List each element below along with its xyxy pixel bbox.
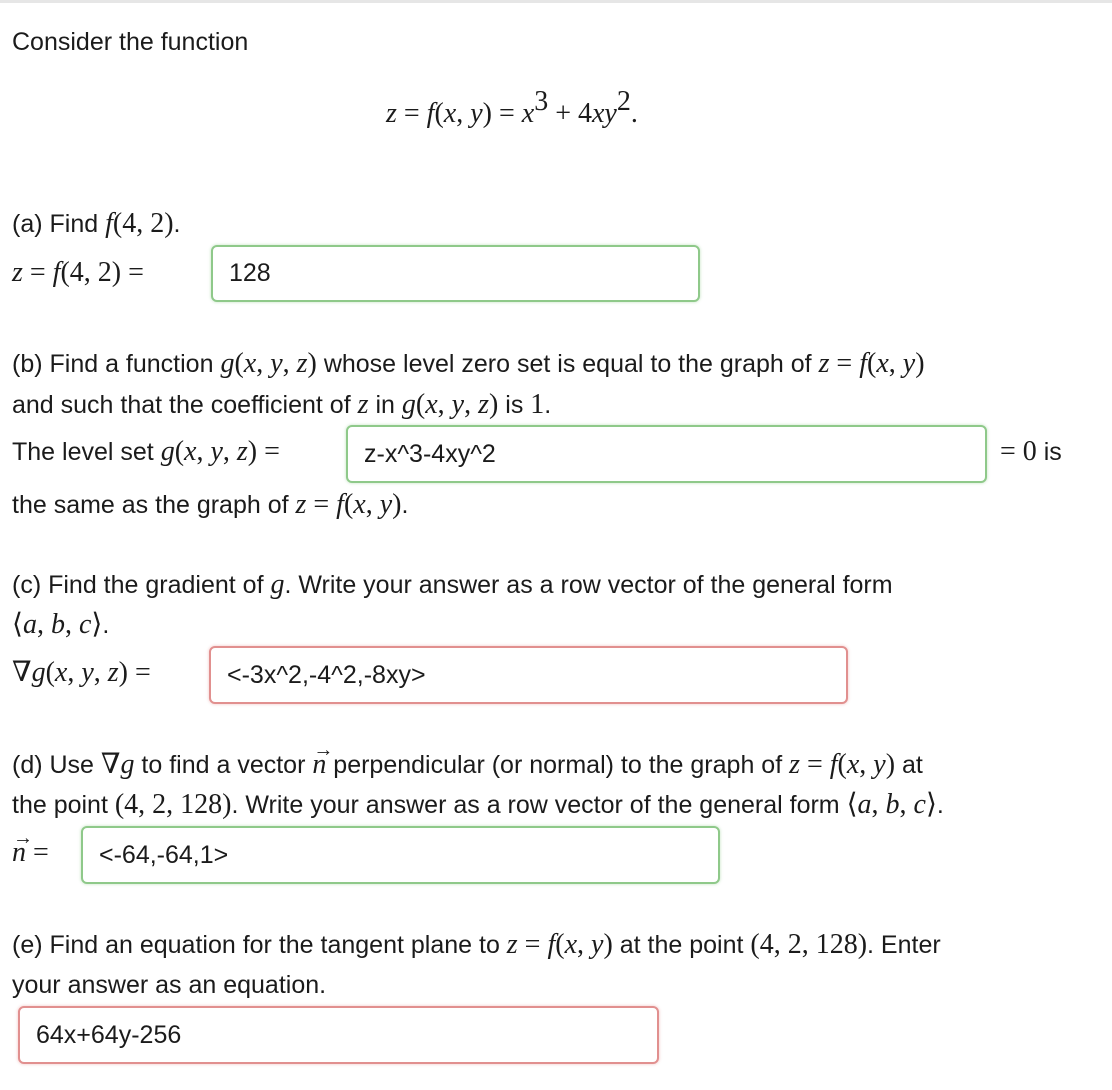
part-d-prompt-line1: (d) Use ∇g to find a vector → n perpendicular (or normal) to the graph of z = f(x, y) at (12, 750, 923, 780)
part-d-label: → n = (12, 838, 49, 868)
part-b-line-after: the same as the graph of z = f(x, y). (12, 489, 409, 520)
part-b-prompt-line1: (b) Find a function g(x, y, z) whose level zero set is equal to the graph of z = f(x, y) (12, 348, 925, 379)
part-b-label-left: The level set g(x, y, z) = (12, 436, 280, 467)
answer-e-input[interactable]: 64x+64y-256 (18, 1006, 659, 1064)
answer-c-input[interactable]: <-3x^2,-4^2,-8xy> (209, 646, 848, 704)
part-c-prompt-line2: ⟨a, b, c⟩. (12, 609, 110, 640)
part-b-prompt-line2: and such that the coefficient of z in g(x, y, z) is 1. (12, 389, 552, 420)
answer-d-input[interactable]: <-64,-64,1> (81, 826, 720, 884)
part-c-label: ∇g(x, y, z) = (12, 657, 151, 688)
part-b-label-right: = 0 is (1000, 436, 1062, 467)
answer-b-input[interactable]: z-x^3-4xy^2 (346, 425, 987, 483)
part-e-prompt-line1: (e) Find an equation for the tangent plane to z = f(x, y) at the point (4, 2, 128). Enter (12, 929, 941, 960)
function-equation: z = f(x, $y) = x^3 + 4xy^2$. (386, 86, 638, 129)
intro-text: Consider the function (12, 28, 249, 56)
part-e-prompt-line2: your answer as an equation. (12, 971, 327, 999)
top-divider (0, 0, 1112, 3)
part-d-prompt-line2: the point (4, 2, 128). Write your answer as a row vector of the general form ⟨a, b, c⟩. (12, 789, 944, 820)
part-a-prompt: (a) Find f(4, 2). (12, 208, 181, 239)
part-a-label: z = f(4, 2) = (12, 257, 144, 288)
answer-a-input[interactable]: 128 (211, 245, 700, 302)
part-c-prompt-line1: (c) Find the gradient of g. Write your answer as a row vector of the general form (12, 569, 893, 600)
